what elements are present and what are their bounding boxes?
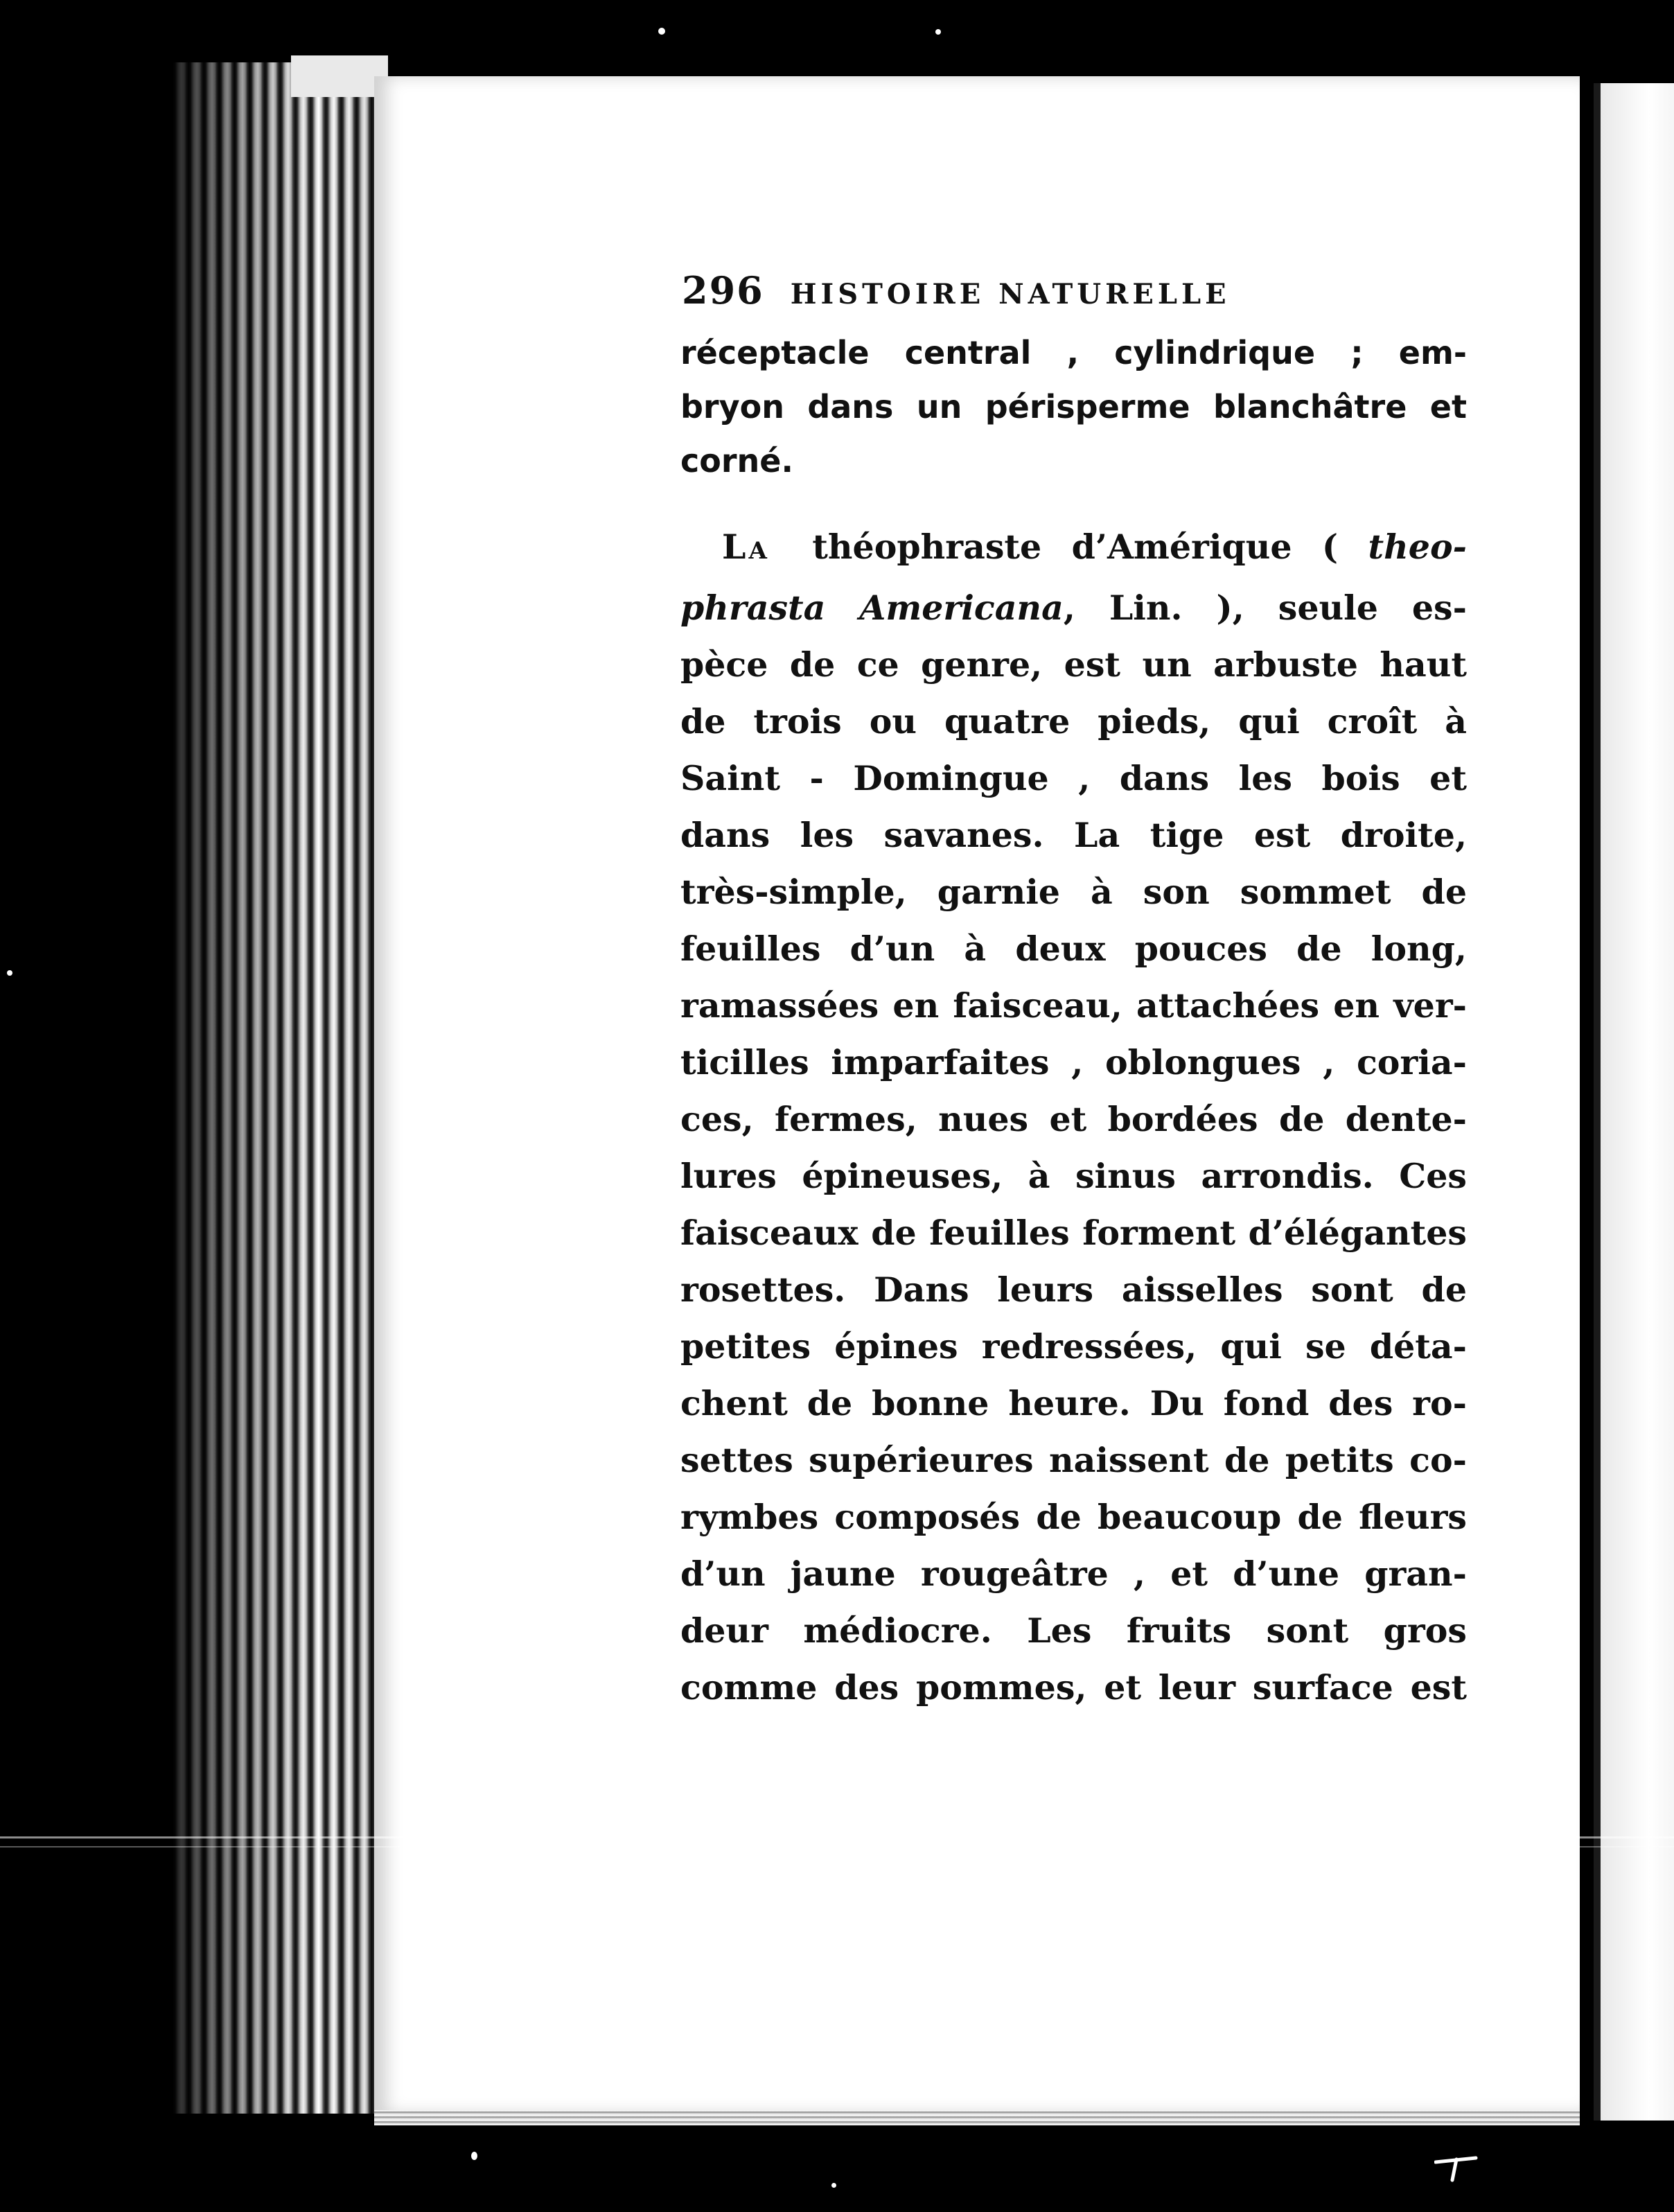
text-line: très-simple, garnie à son sommet de: [680, 872, 1467, 912]
page-number: 296: [682, 268, 764, 313]
initial-letter: L: [722, 527, 749, 567]
scan-speck: [7, 970, 12, 976]
text-run: théophraste d’Amérique (: [782, 527, 1368, 567]
text-line: lures épineuses, à sinus arrondis. Ces: [680, 1156, 1467, 1196]
text-run: , Lin. ), seule es-: [1063, 588, 1467, 628]
text-line-second: [680, 579, 1467, 636]
running-head: HISTOIRE NATURELLE: [790, 278, 1231, 310]
book-edge-top-highlight: [291, 55, 388, 97]
text-line: de trois ou quatre pieds, qui croît à: [680, 701, 1467, 741]
scan-speck: [935, 29, 941, 35]
italic-text: theo-: [1368, 527, 1467, 567]
text-line: corné.: [680, 442, 793, 480]
page-header: [682, 262, 1467, 326]
ink-mark-icon: [1434, 2155, 1483, 2183]
scan-speck: [658, 28, 665, 35]
scan-artifact-line: [0, 1836, 1674, 1838]
text-line: Saint - Domingue , dans les bois et: [680, 758, 1467, 798]
text-line: ticilles imparfaites , oblongues , coria-: [680, 1042, 1467, 1082]
scan-speck: [471, 2152, 477, 2160]
paragraph-2: [680, 518, 1467, 1716]
paragraph-1: [680, 326, 1467, 488]
text-block: [680, 262, 1467, 1716]
text-line: petites épines redressées, qui se déta-: [680, 1326, 1467, 1367]
text-line: rosettes. Dans leurs aisselles sont de: [680, 1270, 1467, 1310]
small-capital: A: [748, 537, 768, 565]
text-line: settes supérieures naissent de petits co-: [680, 1440, 1467, 1480]
text-line: d’un jaune rougeâtre , et d’une gran-: [680, 1554, 1467, 1594]
text-line: ramassées en faisceau, attachées en ver-: [680, 985, 1467, 1026]
text-line: bryon dans un périsperme blanchâtre et: [680, 388, 1467, 425]
text-line: chent de bonne heure. Du fond des ro-: [680, 1383, 1467, 1423]
text-line: ces, fermes, nues et bordées de dente-: [680, 1099, 1467, 1139]
text-line: dans les savanes. La tige est droite,: [680, 815, 1467, 855]
text-line: rymbes composés de beaucoup de fleurs: [680, 1497, 1467, 1537]
text-line: pèce de ce genre, est un arbuste haut: [680, 644, 1467, 685]
page-bottom-edge: [374, 2110, 1580, 2125]
text-line-first: [680, 518, 1467, 579]
text-line: deur médiocre. Les fruits sont gros: [680, 1610, 1467, 1651]
scan-artifact-line: [0, 1846, 1674, 1847]
italic-text: phrasta Americana: [680, 588, 1064, 628]
text-line: faisceaux de feuilles forment d’élégantes: [680, 1213, 1467, 1253]
facing-page-strip: [1594, 83, 1674, 2121]
text-line: feuilles d’un à deux pouces de long,: [680, 929, 1467, 969]
book-edge-shadow: [173, 62, 381, 2114]
text-line: comme des pommes, et leur surface est: [680, 1667, 1467, 1708]
text-line: réceptacle central , cylindrique ; em-: [680, 334, 1467, 371]
scan-speck: [831, 2183, 836, 2188]
